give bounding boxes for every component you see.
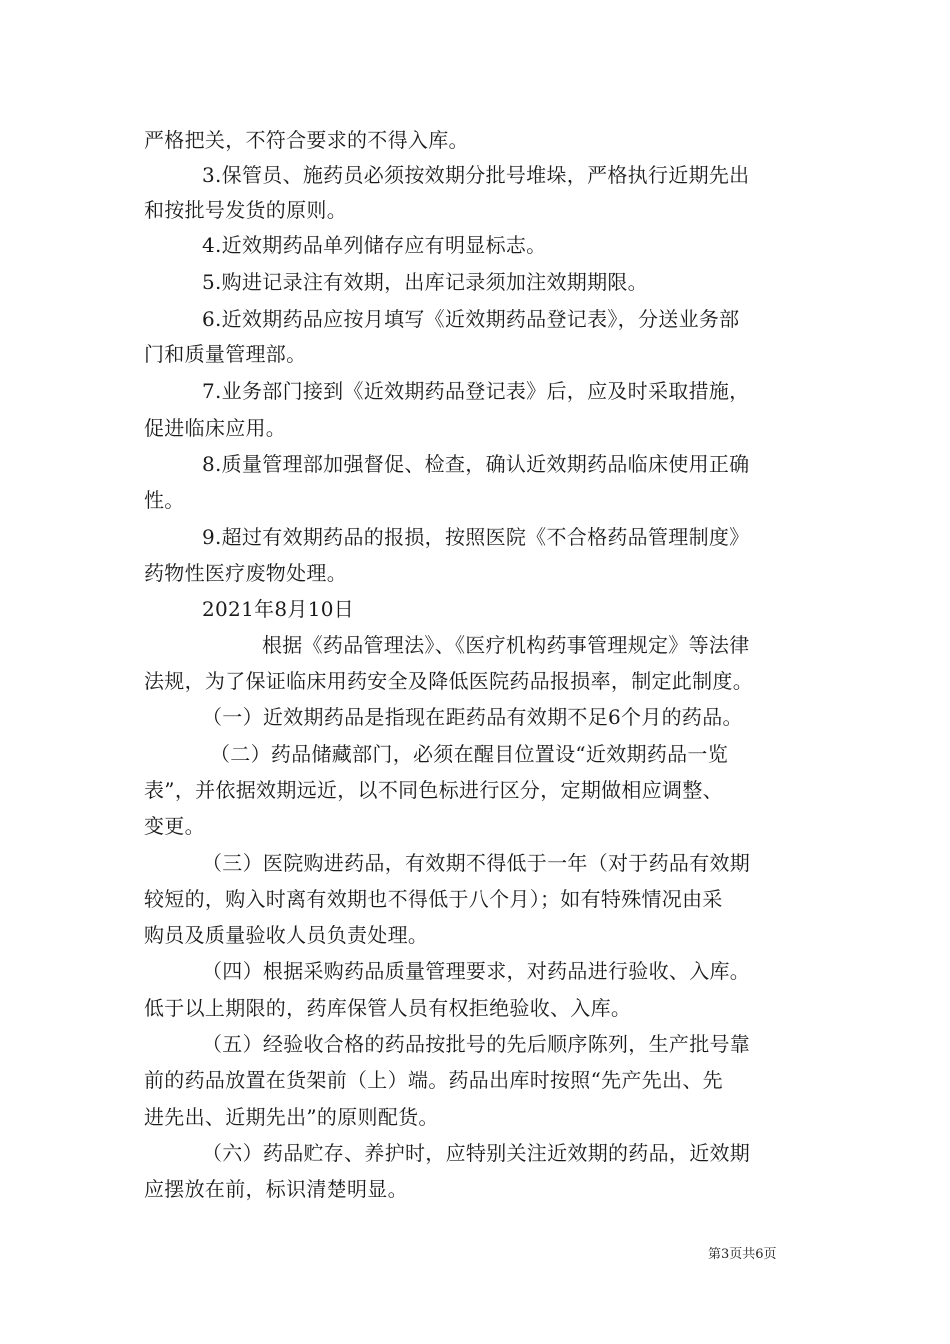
text-line-28: 进先出、近期先出”的原则配货。	[144, 1105, 439, 1129]
text-line-1: 严格把关，不符合要求的不得入库。	[144, 128, 469, 152]
text-line-16: 法规，为了保证临床用药安全及降低医院药品报损率，制定此制度。	[144, 669, 753, 693]
text-line-12: 9.超过有效期药品的报损，按照医院《不合格药品管理制度》	[202, 525, 750, 549]
date-line: 2021年8月10日	[202, 597, 355, 621]
text-line-10: 8.质量管理部加强督促、检查，确认近效期药品临床使用正确	[202, 452, 750, 476]
text-line-3: 和按批号发货的原则。	[144, 198, 347, 222]
text-line-13: 药物性医疗废物处理。	[144, 561, 347, 585]
text-line-18: （二）药品储藏部门，必须在醒目位置设“近效期药品一览	[210, 742, 729, 766]
text-line-4: 4.近效期药品单列储存应有明显标志。	[202, 233, 547, 257]
page-number: 第3页共6页	[708, 1247, 777, 1262]
text-line-22: 较短的，购入时离有效期也不得低于八个月）；如有特殊情况由采	[144, 887, 723, 911]
text-line-29: （六）药品贮存、养护时，应特别关注近效期的药品，近效期	[202, 1141, 751, 1165]
text-line-11: 性。	[144, 488, 185, 512]
text-line-23: 购员及质量验收人员负责处理。	[144, 923, 429, 947]
text-line-19: 表”，并依据效期远近，以不同色标进行区分，定期做相应调整、	[144, 778, 723, 802]
text-line-20: 变更。	[144, 814, 205, 838]
text-line-21: （三）医院购进药品，有效期不得低于一年（对于药品有效期	[202, 851, 751, 875]
text-line-9: 促进临床应用。	[144, 416, 287, 440]
text-line-8: 7.业务部门接到《近效期药品登记表》后，应及时采取措施，	[202, 379, 750, 403]
text-line-26: （五）经验收合格的药品按批号的先后顺序陈列，生产批号靠	[202, 1032, 751, 1056]
text-line-6: 6.近效期药品应按月填写《近效期药品登记表》，分送业务部	[202, 307, 740, 331]
text-line-24: （四）根据采购药品质量管理要求，对药品进行验收、入库。	[202, 959, 751, 983]
text-line-27: 前的药品放置在货架前（上）端。药品出库时按照“先产先出、先	[144, 1068, 723, 1092]
text-line-2: 3.保管员、施药员必须按效期分批号堆垛，严格执行近期先出	[202, 163, 750, 187]
text-line-5: 5.购进记录注有效期，出库记录须加注效期期限。	[202, 270, 648, 294]
text-line-17: （一）近效期药品是指现在距药品有效期不足6个月的药品。	[202, 705, 743, 729]
text-line-25: 低于以上期限的，药库保管人员有权拒绝验收、入库。	[144, 996, 632, 1020]
text-line-15: 根据《药品管理法》、《医疗机构药事管理规定》等法律	[262, 633, 750, 657]
text-line-7: 门和质量管理部。	[144, 342, 307, 366]
text-line-30: 应摆放在前，标识清楚明显。	[144, 1177, 408, 1201]
